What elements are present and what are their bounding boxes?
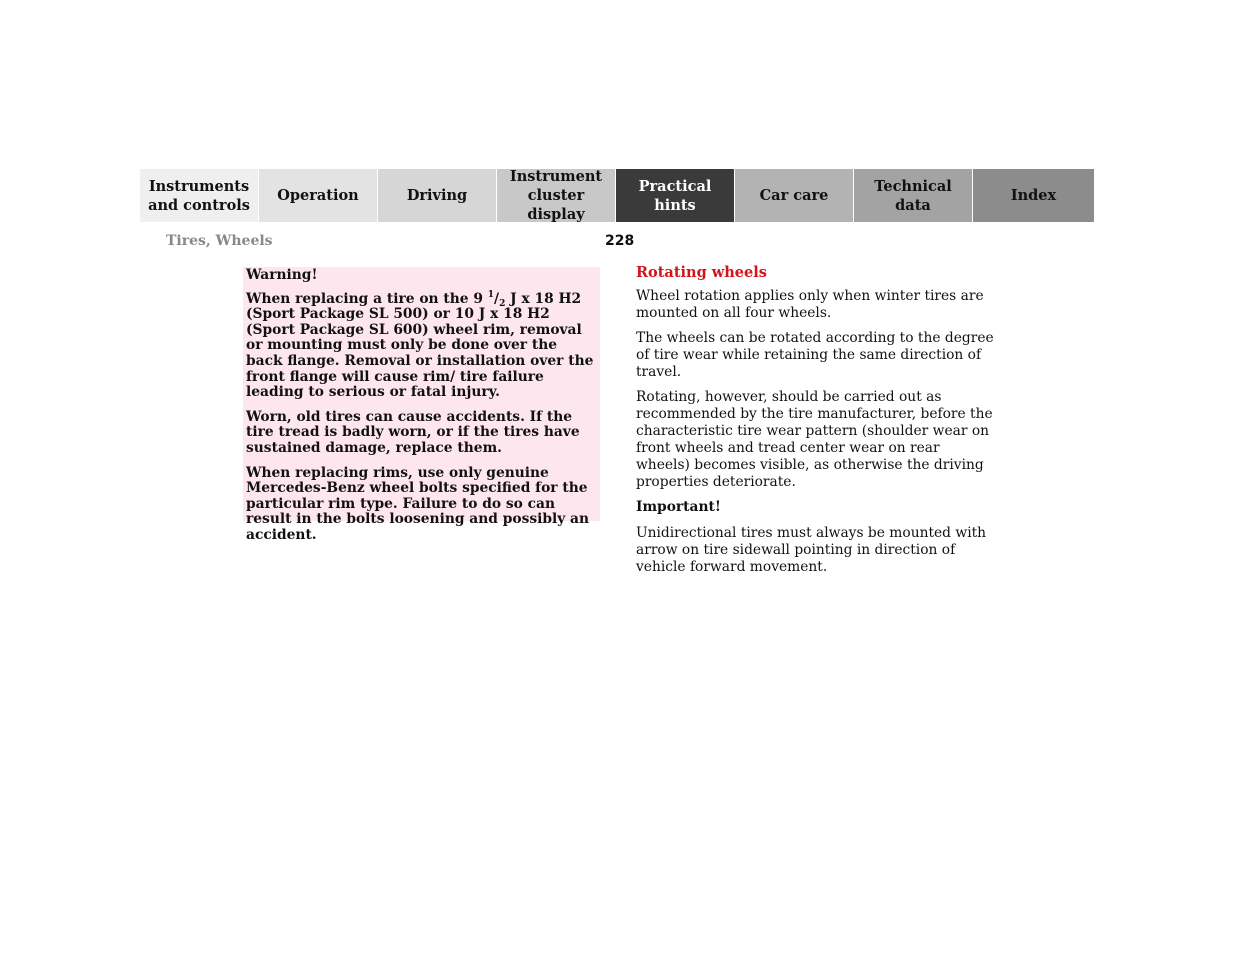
important-label: Important! [636, 499, 721, 515]
paragraph-winter-tires: Wheel rotation applies only when winter tires are mounted on all four wheels. [636, 288, 984, 321]
paragraph-unidirectional-tires: Unidirectional tires must always be mounted with arrow on tire sidewall pointing in direction of vehicle forward movement. [636, 525, 987, 575]
tab-driving[interactable]: Driving [378, 169, 497, 222]
tab-instrument-cluster-display[interactable]: Instrument cluster display [497, 169, 616, 222]
tab-index[interactable]: Index [973, 169, 1094, 222]
chapter-navigation [140, 169, 1095, 222]
tab-technical-data[interactable]: Technical data [854, 169, 973, 222]
paragraph-rotation-timing: Rotating, however, should be carried out as recommended by the tire manufacturer, before the characteristic tire wear pattern (shoulder wear on front wheels and tread center wear on rear wheels) becomes visible, as otherwise the driving properties deteriorate. [636, 389, 993, 490]
section-title: Tires, Wheels [166, 233, 273, 249]
tab-operation[interactable]: Operation [259, 169, 378, 222]
warning-paragraph-rim: When replacing a tire on the 9 $^1/_2$ J x 18 H2 (Sport Package SL 500) or 10 J x 18 H2 (Sport Package SL 600) wheel rim, removal or mounting must only be done over the back flange. Removal or installation over the front flange will cause rim/ tire failure leading to serious or fatal injury. [246, 289, 594, 401]
tab-car-care[interactable]: Car care [735, 169, 854, 222]
tab-practical-hints[interactable]: Practical hints [616, 169, 735, 222]
page-number: 228 [605, 233, 635, 249]
rotating-wheels-section [636, 264, 996, 584]
paragraph-rotation-direction: The wheels can be rotated according to the degree of tire wear while retaining the same direction of travel. [636, 330, 994, 380]
warning-paragraph-worn-tires: Worn, old tires can cause accidents. If the tire tread is badly worn, or if the tires have sustained damage, replace them. [246, 408, 580, 456]
warning-paragraph-wheel-bolts: When replacing rims, use only genuine Mercedes-Benz wheel bolts specified for the particular rim type. Failure to do so can result in the bolts loosening and possibly an accident. [246, 464, 590, 543]
rotating-wheels-heading: Rotating wheels [636, 264, 767, 281]
warning-title: Warning! [246, 267, 318, 283]
warning-box [243, 267, 600, 543]
tab-instruments-and-controls[interactable]: Instruments and controls [140, 169, 259, 222]
